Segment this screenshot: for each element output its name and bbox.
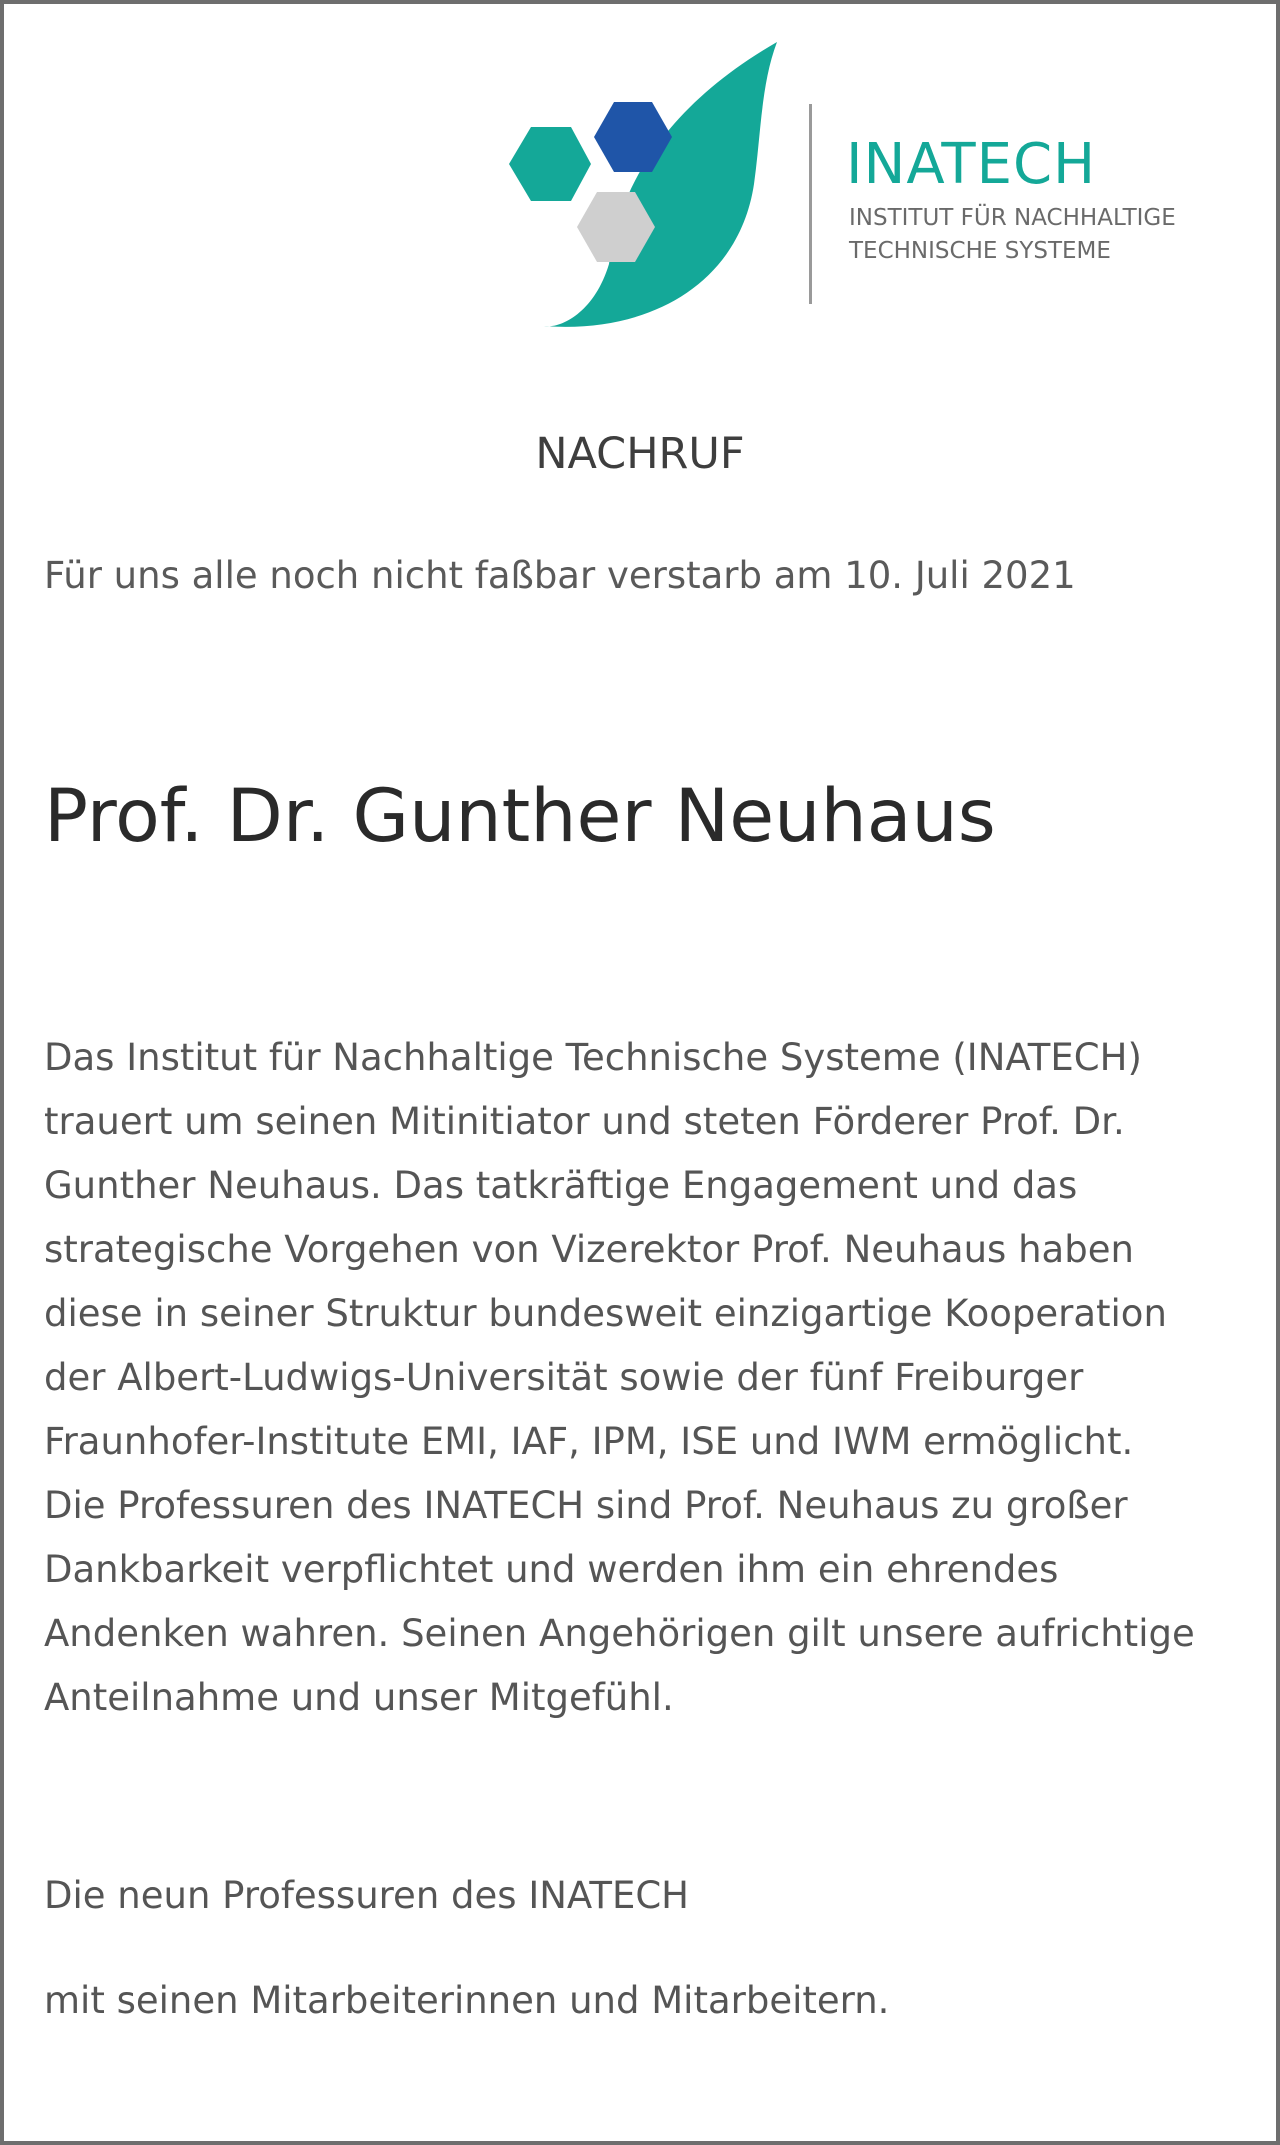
logo-divider <box>809 104 812 304</box>
body-line: der Albert-Ludwigs-Universität sowie der fünf Freiburger <box>44 1356 1084 1399</box>
notice-intro: Für uns alle noch nicht faßbar verstarb am 10. Juli 2021 <box>44 554 1076 597</box>
body-line: Gunther Neuhaus. Das tatkräftige Engagement und das <box>44 1164 1078 1207</box>
notice-heading: NACHRUF <box>535 429 745 479</box>
logo-subtitle-line1: INSTITUT FÜR NACHHALTIGE <box>849 205 1176 231</box>
body-line: Die Professuren des INATECH sind Prof. Neuhaus zu großer <box>44 1484 1128 1527</box>
leaf-hexagon-icon <box>499 34 809 344</box>
body-line: Dankbarkeit verpflichtet und werden ihm ein ehrendes <box>44 1548 1059 1591</box>
body-line: strategische Vorgehen von Vizerektor Prof. Neuhaus haben <box>44 1228 1134 1271</box>
hexagon-teal <box>509 127 591 201</box>
body-line: diese in seiner Struktur bundesweit einzigartige Kooperation <box>44 1292 1167 1335</box>
body-line: trauert um seinen Mitinitiator und steten Förderer Prof. Dr. <box>44 1100 1125 1143</box>
body-line: Anteilnahme und unser Mitgefühl. <box>44 1676 674 1719</box>
logo-subtitle <box>849 202 1176 268</box>
body-line: Fraunhofer-Institute EMI, IAF, IPM, ISE und IWM ermöglicht. <box>44 1420 1134 1463</box>
inatech-logo <box>499 34 1269 344</box>
notice-body <box>44 1026 1249 1730</box>
body-line: Andenken wahren. Seinen Angehörigen gilt unsere aufrichtige <box>44 1612 1195 1655</box>
signature-line-1: Die neun Professuren des INATECH <box>44 1874 689 1917</box>
deceased-name: Prof. Dr. Gunther Neuhaus <box>44 774 996 859</box>
body-line: Das Institut für Nachhaltige Technische Systeme (INATECH) <box>44 1036 1142 1079</box>
signature-line-2: mit seinen Mitarbeiterinnen und Mitarbeitern. <box>44 1979 890 2022</box>
logo-subtitle-line2: TECHNISCHE SYSTEME <box>849 238 1111 264</box>
logo-name: INATECH <box>846 132 1097 197</box>
